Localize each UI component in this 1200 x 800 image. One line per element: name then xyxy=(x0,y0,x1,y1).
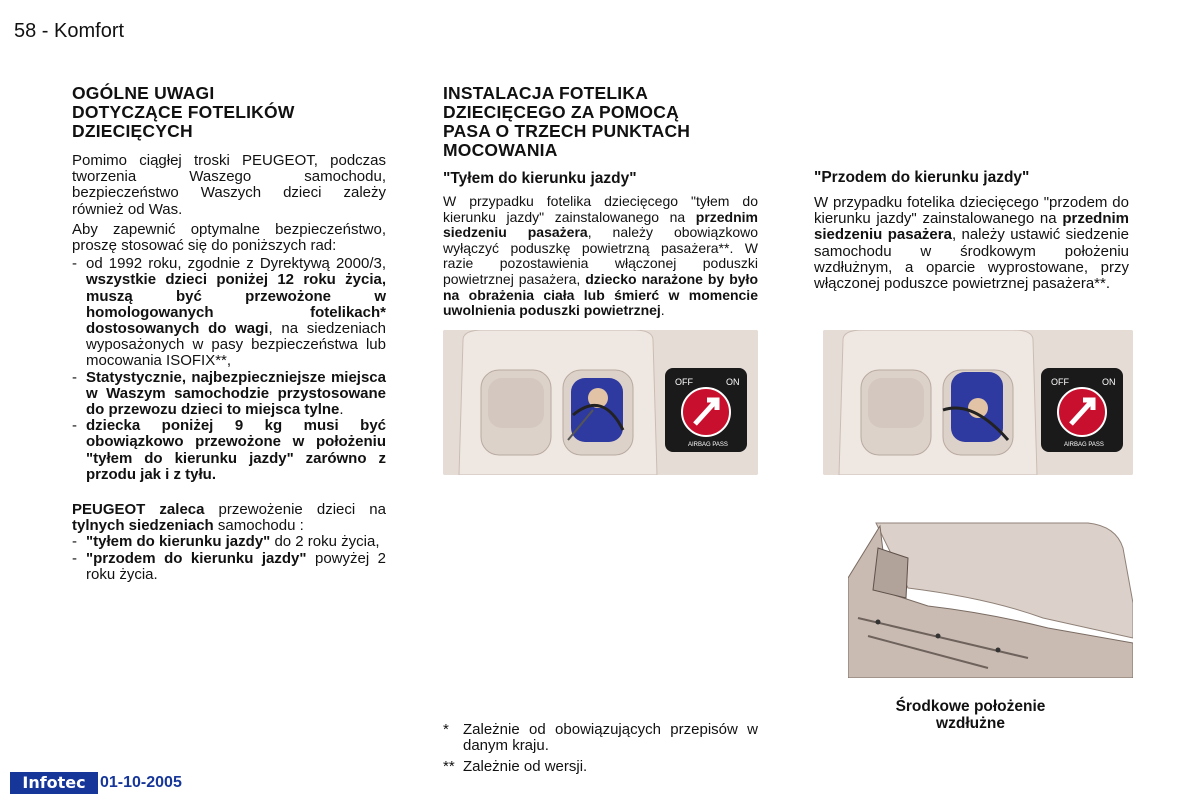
left-column xyxy=(72,84,386,583)
on-label: ON xyxy=(726,377,740,387)
subheading-forward-facing: "Przodem do kierunku jazdy" xyxy=(814,169,1030,186)
footnote: ** Zależnie od wersji. xyxy=(443,758,588,776)
airbag-pass-label: AIRBAG PASS xyxy=(688,442,728,448)
advice-paragraph: Aby zapewnić optymalne bezpieczeństwo, proszę stosować się do poniższych rad: xyxy=(72,220,386,255)
seat-rail-illustration xyxy=(848,518,1133,678)
list-item: - dziecka poniżej 9 kg musi być obowiązkowo przewożone w położeniu "tyłem do kierunku jazdy" zarówno z przodu jak i z tyłu. xyxy=(72,417,386,483)
car-interior-rear-facing xyxy=(443,330,758,475)
forward-facing-illustration xyxy=(823,330,1133,475)
intro-paragraph: Pomimo ciągłej troski PEUGEOT, podczas tworzenia Waszego samochodu, bezpieczeństwo Waszych dzieci zależy również od Was. xyxy=(72,152,386,218)
list-item: - "przodem do kierunku jazdy" powyżej 2 roku życia. xyxy=(72,549,386,583)
subheading-rear-facing: "Tyłem do kierunku jazdy" xyxy=(443,170,637,187)
off-label: OFF xyxy=(1051,377,1069,387)
figure-caption: Środkowe położenie wzdłużne xyxy=(895,698,1046,732)
recommendation-paragraph: PEUGEOT zaleca przewożenie dzieci na tylnych siedzeniach samochodu : xyxy=(72,501,386,535)
airbag-pass-label: AIRBAG PASS xyxy=(1064,442,1104,448)
footer-date: 01-10-2005 xyxy=(100,774,182,791)
section-heading-general: OGÓLNE UWAGI DOTYCZĄCE FOTELIKÓW DZIECIĘCYCH xyxy=(72,83,295,141)
rear-facing-illustration xyxy=(443,330,758,475)
infotec-logo: Infotec xyxy=(10,772,98,794)
list-item: - "tyłem do kierunku jazdy" do 2 roku życia, xyxy=(72,533,380,551)
page-title: 58 - Komfort xyxy=(14,20,125,42)
list-item: - Statystycznie, najbezpieczniejsze miejsca w Waszym samochodzie przystosowane do przewozu dzieci to miejsca tylne. xyxy=(72,368,386,419)
footnotes xyxy=(443,722,758,776)
footnote: * Zależnie od obowiązujących przepisów w danym kraju. xyxy=(443,721,758,755)
seat-side-view xyxy=(848,518,1133,678)
rear-facing-paragraph: W przypadku fotelika dziecięcego "tyłem do kierunku jazdy" zainstalowanego na przednim siedzeniu pasażera, należy obowiązkowo wyłączyć poduszkę powietrzną pasażera**. W razie pozostawienia włączonej poduszki powietrznej pasażera, dziecko narażone by było na obrażenia ciała lub śmierć w momencie uwolnienia poduszki powietrznej. xyxy=(443,193,758,319)
middle-column xyxy=(443,84,758,319)
off-label: OFF xyxy=(675,377,693,387)
right-column xyxy=(814,169,1129,292)
list-item: - od 1992 roku, zgodnie z Dyrektywą 2000/3, wszystkie dzieci poniżej 12 roku życia, muszą być przewożone w homologowanych fotelikach* dostosowanych do wagi, na siedzeniach wyposażonych w pasy bezpieczeństwa lub mocowania ISOFIX**, xyxy=(72,255,386,370)
section-heading-installation: INSTALACJA FOTELIKA DZIECIĘCEGO ZA POMOCĄ PASA O TRZECH PUNKTACH MOCOWANIA xyxy=(443,83,691,160)
on-label: ON xyxy=(1102,377,1116,387)
car-interior-forward-facing xyxy=(823,330,1133,475)
forward-facing-paragraph: W przypadku fotelika dziecięcego "przodem do kierunku jazdy" zainstalowanego na przednim siedzeniu pasażera, należy ustawić siedzenie samochodu w środkowym położeniu wzdłużnym, a oparcie wyprostowane, przy włączonej poduszce powietrznej pasażera**. xyxy=(814,194,1129,293)
